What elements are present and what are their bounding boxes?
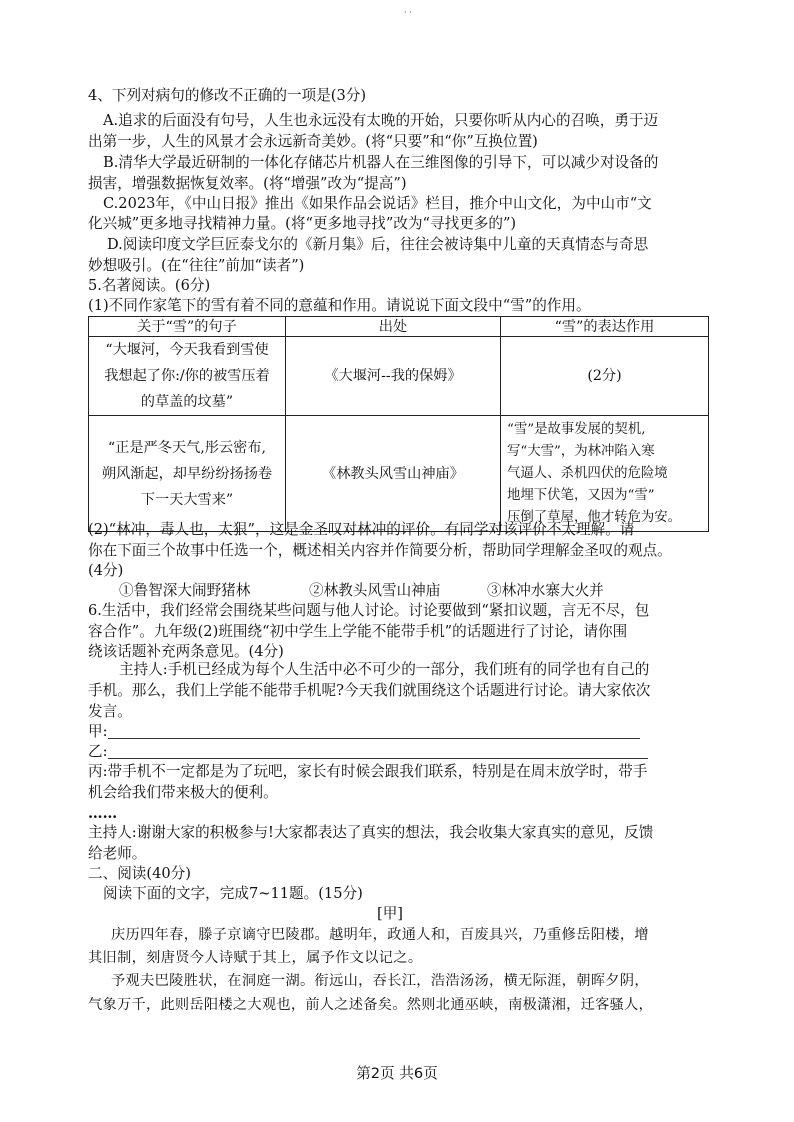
q4-option-c-line2: 化兴城”更多地寻找精神力量。(将“更多地寻找”改为“寻找更多的”) [88, 215, 517, 232]
header-effect: “雪”的表达作用 [501, 317, 709, 337]
q6-host-line1: 主持人:手机已经成为每个人生活中必不可少的一部分，我们班有的同学也有自己的 [119, 661, 650, 678]
row1-effect-points: (2分) [587, 368, 622, 384]
section2-instruction: 阅读下面的文字，完成7~11题。(15分) [103, 885, 363, 902]
row2-effect-line: 地埋下伏笔，又因为“雪” [507, 487, 655, 503]
q6-bing-line2: 机会给我们带来极大的便利。 [88, 784, 278, 801]
row2-source: 《林教头风雪山神庙》 [286, 416, 501, 532]
q4-option-d-line1: D.阅读印度文学巨匠泰戈尔的《新月集》后，往往会被诗集中儿童的天真情态与奇思 [107, 236, 649, 253]
q6-line2: 容合作”。九年级(2)班围绕“初中学生上学能不能带手机”的话题进行了讨论，请你围 [88, 623, 628, 640]
q6-line1: 6.生活中，我们经常会围绕某些问题与他人讨论。讨论要做到“紧扣议题，言无不尽，包 [88, 602, 650, 619]
q5-part1: (1)不同作家笔下的雪有着不同的意蕴和作用。请说说下面文段中“雪”的作用。 [88, 297, 591, 314]
header-source: 出处 [286, 317, 501, 337]
row2-sentence-line: 朔风渐起，却早纷纷扬扬卷 [101, 465, 273, 482]
row2-effect-line: “雪”是故事发展的契机, [507, 421, 646, 437]
row2-sentence [89, 416, 286, 532]
q5-option-2: ②林教头风雪山神庙 [309, 582, 441, 599]
q5-option-1: ①鲁智深大闹野猪林 [119, 582, 251, 599]
q6-jia-answer-line[interactable] [108, 723, 640, 739]
row1-sentence [89, 337, 286, 416]
q5-option-3: ③林冲水寨大火并 [487, 582, 604, 599]
q6-host-line3: 发言。 [88, 703, 132, 720]
q6-ellipsis: …… [88, 805, 118, 822]
snow-table-header-row [89, 317, 709, 337]
row2-effect [501, 416, 709, 532]
top-mark: · · [404, 8, 412, 17]
q6-jia-label: 甲: [88, 723, 108, 740]
q6-line3: 绕该话题补充两条意见。(4分) [88, 643, 284, 660]
row2-sentence-line: “正是严冬天气,彤云密布, [107, 439, 267, 456]
q6-yi-answer-line[interactable] [108, 743, 648, 759]
q6-close-line1: 主持人:谢谢大家的积极参与!大家都表达了真实的想法，我会收集大家真实的意见，反馈 [88, 824, 654, 841]
passage-line2: 其旧制，刻唐贤今人诗赋于其上，属予作文以记之。 [88, 950, 423, 966]
q5-stem: 5.名著阅读。(6分) [88, 277, 211, 294]
passage-label-jia: [甲] [377, 905, 403, 922]
q6-close-line2: 给老师。 [88, 845, 147, 862]
snow-table-row [89, 337, 709, 416]
q5-part2-line2: 你在下面三个故事中任选一个，概述相关内容并作简要分析，帮助同学理解金圣叹的观点。 [88, 542, 672, 559]
q4-option-b-line2: 损害，增强数据恢复效率。(将“增强”改为“提高”) [88, 175, 407, 192]
q4-option-b-line1: B.清华大学最近研制的一体化存储芯片机器人在三维图像的引导下，可以减少对设备的 [103, 154, 659, 171]
row1-effect [501, 337, 709, 416]
q4-option-a-line2: 出第一步，人生的风景才会永远新奇美妙。(将“只要”和“你”互换位置) [88, 133, 538, 150]
row1-sentence-line: “大堰河，今天我看到雪使 [105, 342, 269, 358]
q6-yi-label: 乙: [88, 743, 108, 760]
header-sentence: 关于“雪”的句子 [89, 317, 286, 337]
row2-effect-line: 压倒了草屋，他才转危为安。 [507, 509, 682, 525]
passage-line1: 庆历四年春，滕子京谪守巴陵郡。越明年，政通人和，百废具兴，乃重修岳阳楼，增 [111, 927, 649, 943]
row1-sentence-line: 的草盖的坟墓” [140, 394, 234, 410]
q6-bing-line1: 丙:带手机不一定都是为了玩吧，家长有时候会跟我们联系，特别是在周末放学时，带手 [88, 763, 648, 780]
q5-part2-line1: (2)“林冲，毒人也，太狠”，这是金圣叹对林冲的评价。有同学对该评价不太理解。请 [88, 521, 635, 538]
snow-table [88, 316, 709, 532]
q4-option-d-line2: 妙想吸引。(在“往往”前加“读者”) [88, 257, 305, 274]
q6-host-line2: 手机。那么，我们上学能不能带手机呢?今天我们就围绕这个话题进行讨论。请大家依次 [88, 682, 651, 699]
q4-option-a-line1: A.追求的后面没有句号，人生也永远没有太晚的开始，只要你听从内心的召唤，勇于迈 [103, 112, 659, 129]
passage-line4: 气象万千，此则岳阳楼之大观也，前人之述备矣。然则北通巫峡，南极潇湘，迁客骚人， [88, 997, 654, 1013]
row2-effect-line: 气逼人、杀机四伏的危险境 [507, 465, 668, 481]
passage-line3: 予观夫巴陵胜状，在洞庭一湖。衔远山，吞长江，浩浩汤汤，横无际涯，朝晖夕阴， [111, 973, 649, 989]
page-footer: 第2页 共6页 [356, 1065, 438, 1082]
section2-title: 二、阅读(40分) [88, 865, 191, 882]
snow-table-row [89, 416, 709, 532]
row1-source: 《大堰河--我的保姆》 [286, 337, 501, 416]
row2-effect-line: 写“大雪”，为林冲陷入寒 [507, 443, 655, 459]
row2-sentence-line: 下一天大雪来” [140, 491, 234, 508]
q4-stem: 4、下列对病句的修改不正确的一项是(3分) [88, 87, 367, 104]
q4-option-c-line1: C.2023年，《中山日报》推出《如果作品会说话》栏目，推介中山文化，为中山市“文 [103, 195, 652, 212]
q5-part2-line3: (4分) [88, 562, 124, 579]
row1-sentence-line: 我想起了你:/你的被雪压着 [104, 368, 270, 384]
